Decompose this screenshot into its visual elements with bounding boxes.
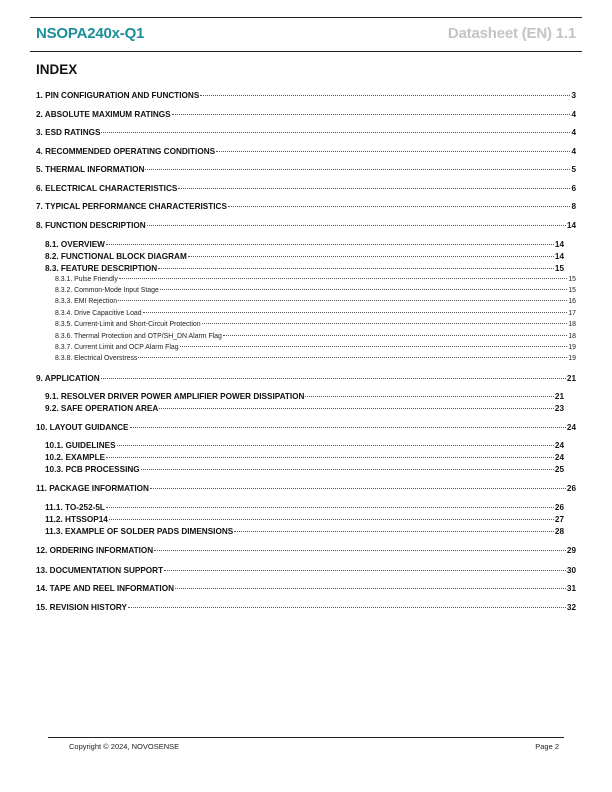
toc-dot-leader [172,114,571,115]
toc-dot-leader [147,225,566,226]
toc-entry[interactable] [36,128,576,137]
toc-dot-leader [143,312,568,313]
toc-entry-page: 25 [554,465,564,474]
toc-entry-title: 9. APPLICATION [36,374,100,383]
footer-divider [48,737,564,738]
toc-entry-page: 19 [568,344,576,351]
toc-entry-title: 3. ESD RATINGS [36,128,101,137]
toc-dot-leader [178,188,570,189]
footer-page-number: Page 2 [535,742,559,751]
toc-entry-page: 14 [554,240,564,249]
toc-entry-title: 11. PACKAGE INFORMATION [36,484,149,493]
toc-entry-title: 1. PIN CONFIGURATION AND FUNCTIONS [36,91,200,100]
toc-entry-page: 29 [566,546,576,555]
toc-entry[interactable] [36,566,576,575]
toc-entry[interactable] [55,287,576,294]
toc-entry-page: 15 [568,287,576,294]
toc-dot-leader [109,519,554,520]
toc-entry-page: 21 [554,392,564,401]
toc-entry-page: 32 [566,603,576,612]
toc-entry-title: 4. RECOMMENDED OPERATING CONDITIONS [36,147,216,156]
toc-entry-title: 8.3.2. Common-Mode Input Stage [55,287,159,294]
toc-dot-leader [150,488,566,489]
toc-entry[interactable] [36,202,576,211]
toc-entry-page: 15 [554,264,564,273]
toc-entry[interactable] [45,240,564,249]
toc-dot-leader [130,427,566,428]
toc-dot-leader [101,378,566,379]
toc-dot-leader [175,588,566,589]
toc-dot-leader [180,346,568,347]
toc-entry[interactable] [45,453,564,462]
toc-dot-leader [200,95,570,96]
toc-entry-page: 14 [554,252,564,261]
toc-entry[interactable] [55,344,576,351]
toc-dot-leader [305,396,553,397]
toc-entry-title: 8.2. FUNCTIONAL BLOCK DIAGRAM [45,252,187,261]
toc-entry-page: 24 [554,441,564,450]
toc-entry-page: 24 [554,453,564,462]
toc-entry-page: 19 [568,355,576,362]
toc-entry-title: 8.3.8. Electrical Overstress [55,355,138,362]
toc-entry-page: 21 [566,374,576,383]
toc-entry[interactable] [36,221,576,230]
toc-dot-leader [160,289,568,290]
toc-entry[interactable] [45,503,564,512]
footer-copyright: Copyright © 2024, NOVOSENSE [69,742,180,751]
toc-entry-title: 11.1. TO-252-5L [45,503,105,512]
toc-dot-leader [106,244,554,245]
toc-entry-title: 13. DOCUMENTATION SUPPORT [36,566,164,575]
toc-entry-title: 8.3.1. Pulse Friendly [55,276,118,283]
toc-dot-leader [202,323,568,324]
toc-entry-title: 8.3. FEATURE DESCRIPTION [45,264,158,273]
page-header [30,17,582,52]
toc-dot-leader [159,408,554,409]
toc-dot-leader [128,607,566,608]
toc-entry[interactable] [45,264,564,273]
toc-entry-title: 9.2. SAFE OPERATION AREA [45,404,159,413]
toc-entry[interactable] [45,441,564,450]
toc-entry-page: 4 [571,128,576,137]
toc-dot-leader [158,268,554,269]
toc-entry-title: 12. ORDERING INFORMATION [36,546,154,555]
toc-entry-page: 14 [566,221,576,230]
toc-entry-title: 6. ELECTRICAL CHARACTERISTICS [36,184,178,193]
toc-entry[interactable] [36,165,576,174]
toc-dot-leader [101,132,570,133]
toc-entry-title: 8. FUNCTION DESCRIPTION [36,221,146,230]
toc-entry[interactable] [36,423,576,432]
toc-entry[interactable] [36,584,576,593]
toc-entry-page: 18 [568,333,576,340]
toc-entry-page: 17 [568,310,576,317]
toc-dot-leader [141,469,554,470]
toc-entry-page: 24 [566,423,576,432]
toc-entry[interactable] [36,484,576,493]
toc-entry-page: 26 [554,503,564,512]
toc-entry[interactable] [55,298,576,305]
toc-entry-title: 8.3.7. Current Limit and OCP Alarm Flag [55,344,179,351]
toc-entry[interactable] [36,546,576,555]
toc-entry[interactable] [55,310,576,317]
toc-entry-title: 8.1. OVERVIEW [45,240,105,249]
toc-entry-title: 8.3.3. EMI Rejection [55,298,118,305]
toc-entry-title: 15. REVISION HISTORY [36,603,127,612]
toc-dot-leader [234,531,554,532]
toc-entry-title: 10. LAYOUT GUIDANCE [36,423,129,432]
toc-entry[interactable] [55,276,576,283]
toc-dot-leader [117,445,554,446]
toc-entry-title: 8.3.6. Thermal Protection and OTP/SH_DN Alarm Flag [55,333,222,340]
toc-entry[interactable] [36,603,576,612]
toc-entry-title: 10.3. PCB PROCESSING [45,465,140,474]
toc-entry-title: 2. ABSOLUTE MAXIMUM RATINGS [36,110,171,119]
toc-entry[interactable] [45,465,564,474]
toc-entry[interactable] [36,91,576,100]
toc-dot-leader [106,507,554,508]
index-heading: INDEX [36,62,78,77]
toc-dot-leader [188,256,554,257]
toc-entry-title: 14. TAPE AND REEL INFORMATION [36,584,174,593]
toc-dot-leader [164,570,566,571]
toc-dot-leader [145,169,570,170]
toc-entry[interactable] [55,355,576,362]
toc-entry[interactable] [36,184,576,193]
toc-entry-page: 15 [568,276,576,283]
toc-entry-page: 18 [568,321,576,328]
toc-entry-page: 30 [566,566,576,575]
toc-entry[interactable] [55,321,576,328]
toc-entry[interactable] [36,374,576,383]
toc-entry[interactable] [55,333,576,340]
toc-entry-page: 31 [566,584,576,593]
toc-entry-page: 8 [571,202,576,211]
toc-dot-leader [228,206,571,207]
toc-dot-leader [119,278,568,279]
toc-entry-title: 5. THERMAL INFORMATION [36,165,145,174]
toc-entry-page: 4 [571,147,576,156]
toc-entry-page: 5 [571,165,576,174]
toc-entry-title: 8.3.5. Current-Limit and Short-Circuit Protection [55,321,201,328]
toc-entry[interactable] [45,252,564,261]
toc-entry-page: 16 [568,298,576,305]
toc-entry-title: 9.1. RESOLVER DRIVER POWER AMPLIFIER POWER DISSIPATION [45,392,305,401]
toc-entry-page: 26 [566,484,576,493]
toc-entry-title: 10.1. GUIDELINES [45,441,116,450]
toc-entry-page: 27 [554,515,564,524]
toc-dot-leader [106,457,554,458]
document-version: Datasheet (EN) 1.1 [447,25,576,42]
toc-entry-title: 7. TYPICAL PERFORMANCE CHARACTERISTICS [36,202,227,211]
toc-entry-page: 28 [554,527,564,536]
toc-entry-title: 11.2. HTSSOP14 [45,515,108,524]
toc-dot-leader [138,357,567,358]
toc-dot-leader [223,335,567,336]
toc-entry-page: 3 [571,91,576,100]
toc-entry-title: 10.2. EXAMPLE [45,453,106,462]
toc-entry[interactable] [45,515,564,524]
toc-entry[interactable] [45,392,564,401]
toc-entry-title: 8.3.4. Drive Capacitive Load [55,310,142,317]
toc-entry[interactable] [36,110,576,119]
toc-entry-page: 4 [571,110,576,119]
toc-entry-page: 6 [571,184,576,193]
document-title: NSOPA240x-Q1 [36,25,145,42]
toc-dot-leader [154,550,566,551]
toc-entry[interactable] [45,404,564,413]
toc-entry-title: 11.3. EXAMPLE OF SOLDER PADS DIMENSIONS [45,527,234,536]
toc-entry[interactable] [36,147,576,156]
toc-dot-leader [216,151,570,152]
toc-dot-leader [118,300,567,301]
toc-entry-page: 23 [554,404,564,413]
toc-entry[interactable] [45,527,564,536]
